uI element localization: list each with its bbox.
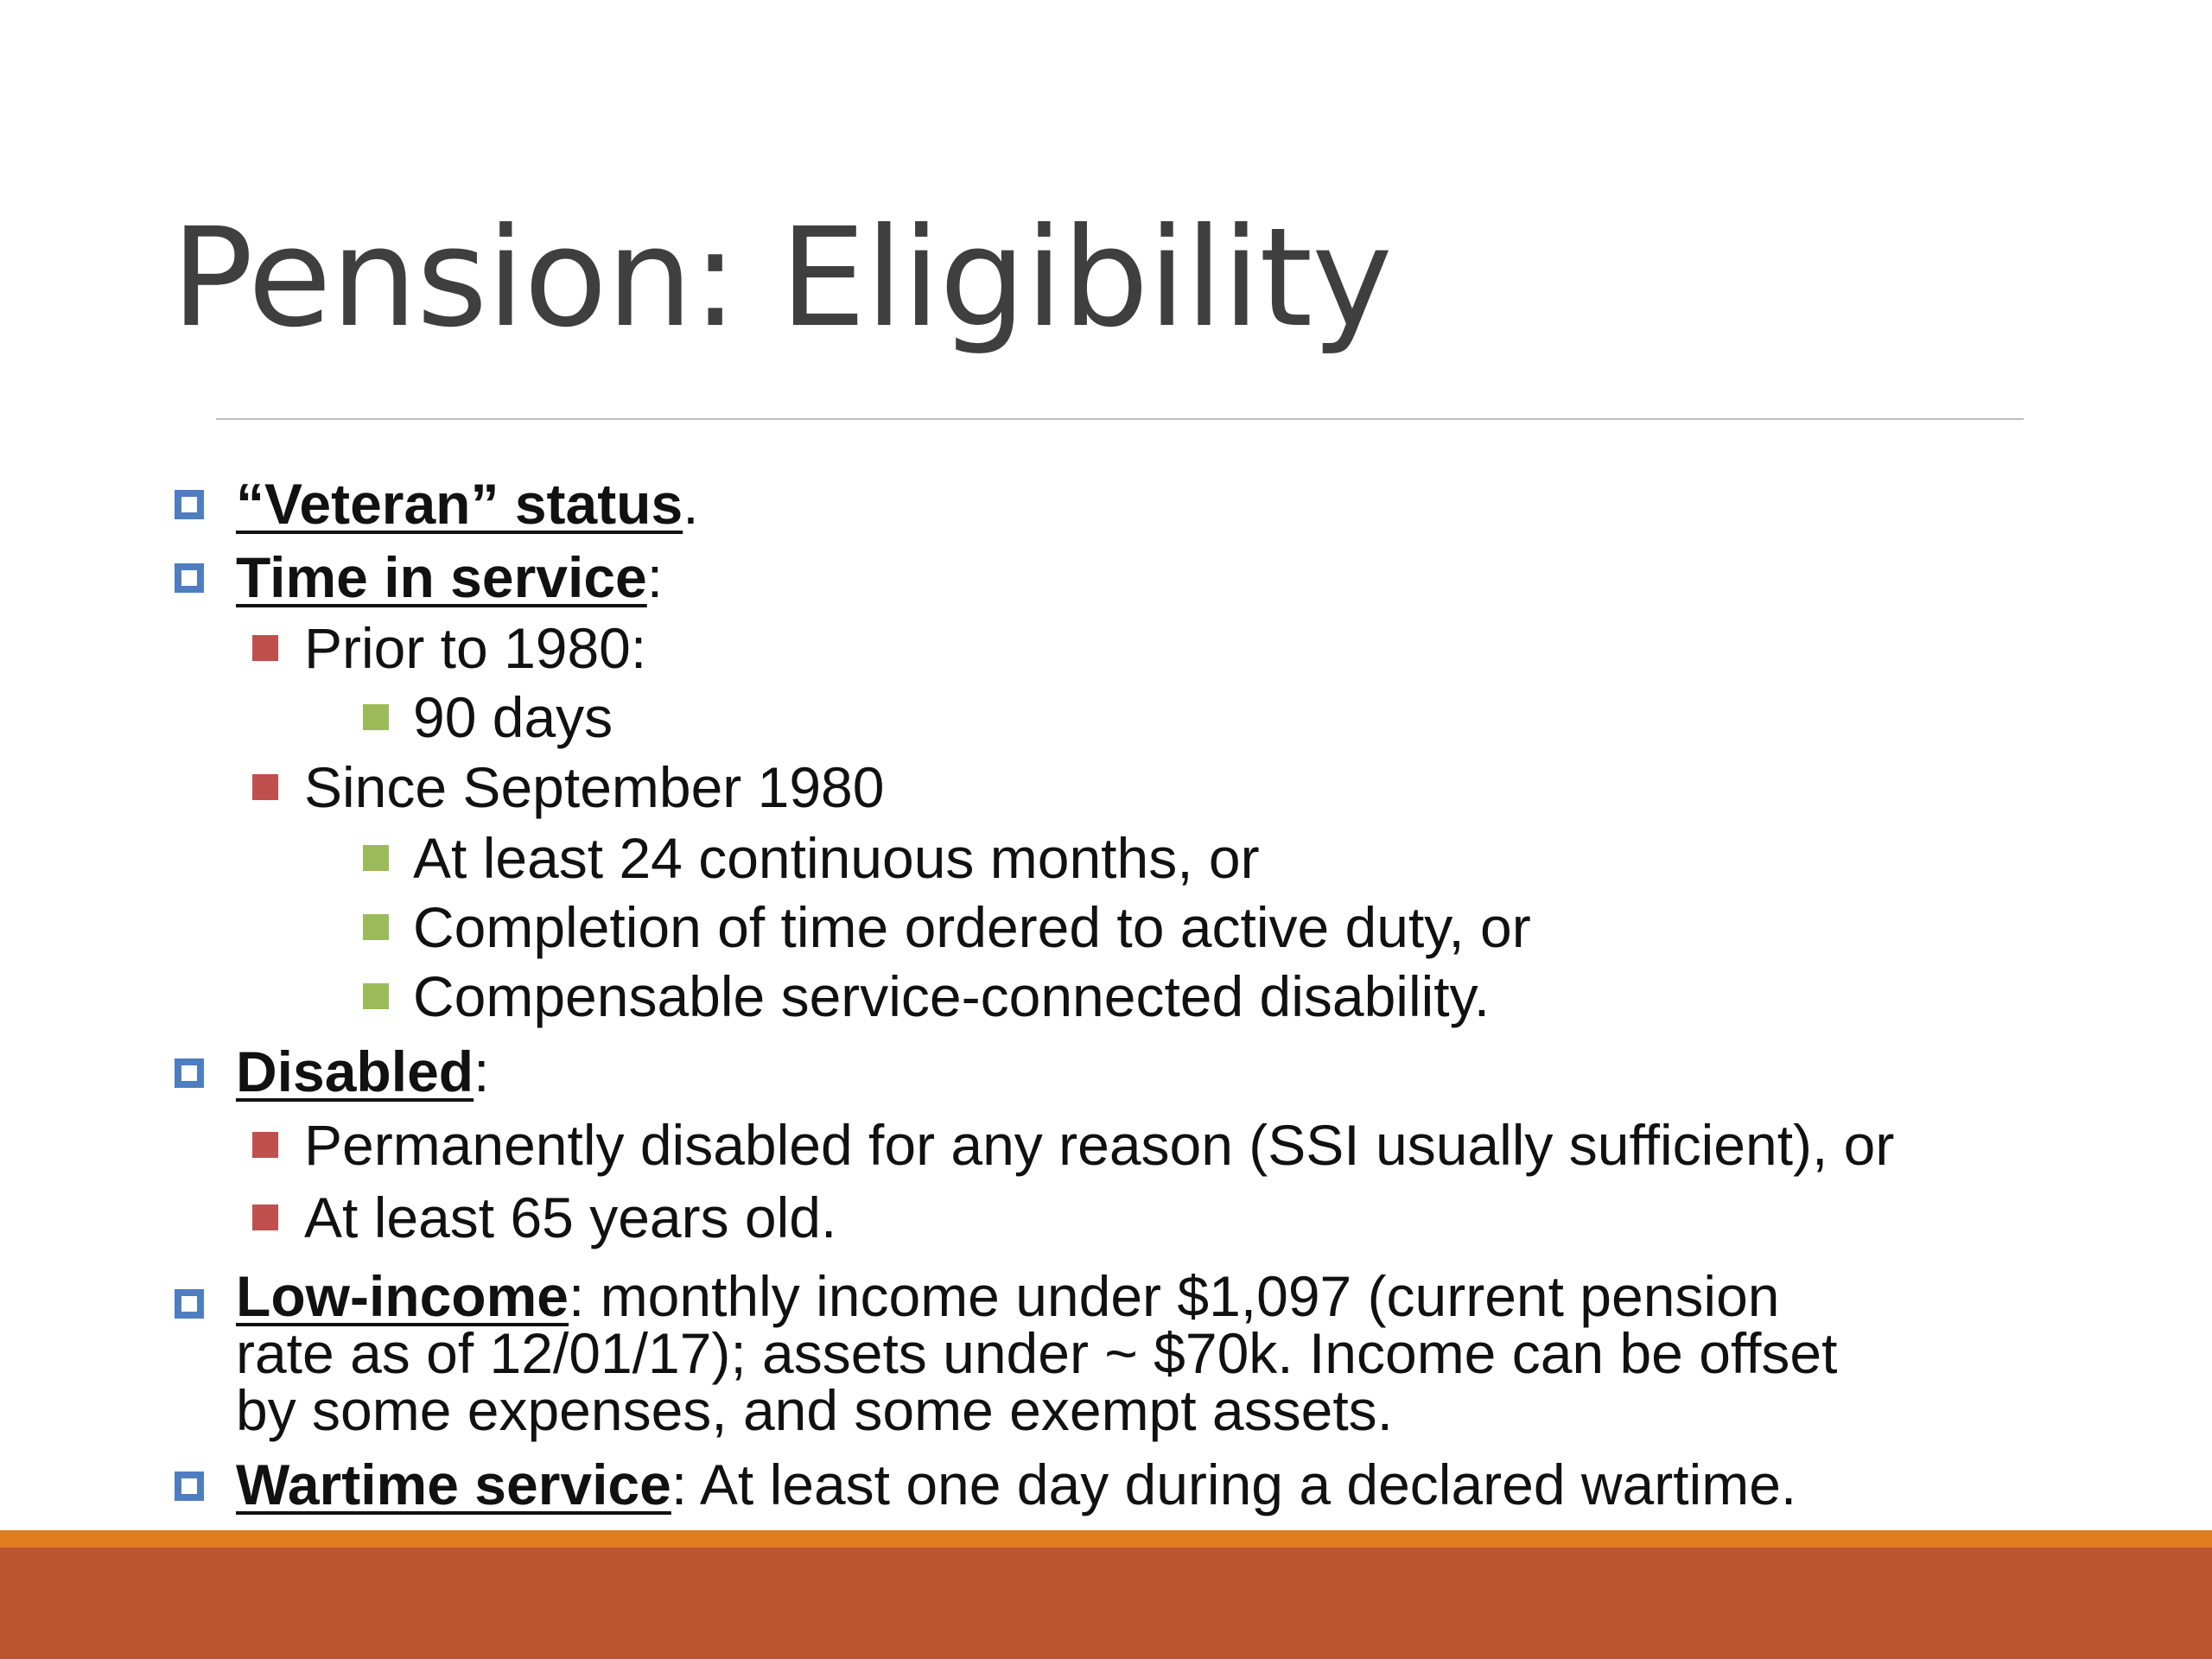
bullet-lowincome-label: Low-income bbox=[236, 1264, 569, 1328]
bullet-veteran-status bbox=[236, 468, 699, 539]
square-bullet-icon bbox=[363, 983, 389, 1009]
sub-sub-bullet-disability: Compensable service-connected disability. bbox=[413, 964, 1491, 1028]
square-bullet-icon bbox=[252, 774, 278, 800]
square-outline-bullet-icon bbox=[175, 1471, 204, 1501]
low-income-line-1 bbox=[236, 1264, 1999, 1328]
square-bullet-icon bbox=[363, 914, 389, 940]
sub-bullet-since-1980: Since September 1980 bbox=[304, 755, 885, 819]
sub-bullet-65-years: At least 65 years old. bbox=[304, 1185, 837, 1249]
bullet-disabled-suffix: : bbox=[474, 1039, 490, 1103]
bullet-wartime-rest: : At least one day during a declared wartime. bbox=[671, 1452, 1797, 1516]
bullet-wartime-service bbox=[236, 1449, 1796, 1520]
title-divider bbox=[216, 418, 2024, 420]
bullet-veteran-suffix: . bbox=[683, 472, 699, 536]
square-bullet-icon bbox=[252, 1205, 278, 1230]
bullet-time-in-service bbox=[236, 542, 663, 613]
square-outline-bullet-icon bbox=[175, 563, 204, 593]
low-income-line-2: rate as of 12/01/17); assets under ~ $70k. Income can be offset bbox=[236, 1321, 1838, 1385]
bullet-disabled bbox=[236, 1036, 489, 1107]
square-outline-bullet-icon bbox=[175, 1058, 204, 1088]
footer-band bbox=[0, 1548, 2212, 1659]
bullet-veteran-label: “Veteran” status bbox=[236, 472, 683, 536]
bullet-disabled-label: Disabled bbox=[236, 1039, 474, 1103]
square-bullet-icon bbox=[252, 635, 278, 661]
square-outline-bullet-icon bbox=[175, 490, 204, 519]
square-bullet-icon bbox=[252, 1132, 278, 1158]
low-income-line-1-rest: : monthly income under $1,097 (current pension bbox=[569, 1264, 1780, 1328]
bullet-time-label: Time in service bbox=[236, 545, 647, 609]
sub-sub-bullet-24-months: At least 24 continuous months, or bbox=[413, 826, 1260, 890]
square-bullet-icon bbox=[363, 704, 389, 730]
sub-sub-bullet-90-days: 90 days bbox=[413, 685, 613, 749]
bullet-time-suffix: : bbox=[646, 545, 664, 609]
square-outline-bullet-icon bbox=[175, 1289, 204, 1319]
bullet-low-income bbox=[236, 1264, 1999, 1442]
sub-bullet-permanently-disabled: Permanently disabled for any reason (SSI usually sufficient), or bbox=[304, 1113, 1895, 1177]
footer-accent-stripe bbox=[0, 1530, 2212, 1548]
square-bullet-icon bbox=[363, 845, 389, 871]
low-income-line-3: by some expenses, and some exempt assets. bbox=[236, 1378, 1394, 1442]
sub-sub-bullet-active-duty: Completion of time ordered to active duty, or bbox=[413, 895, 1531, 959]
sub-bullet-prior-1980: Prior to 1980: bbox=[304, 616, 647, 680]
bullet-wartime-label: Wartime service bbox=[236, 1452, 671, 1516]
slide-title: Pension: Eligibility bbox=[171, 199, 1392, 358]
